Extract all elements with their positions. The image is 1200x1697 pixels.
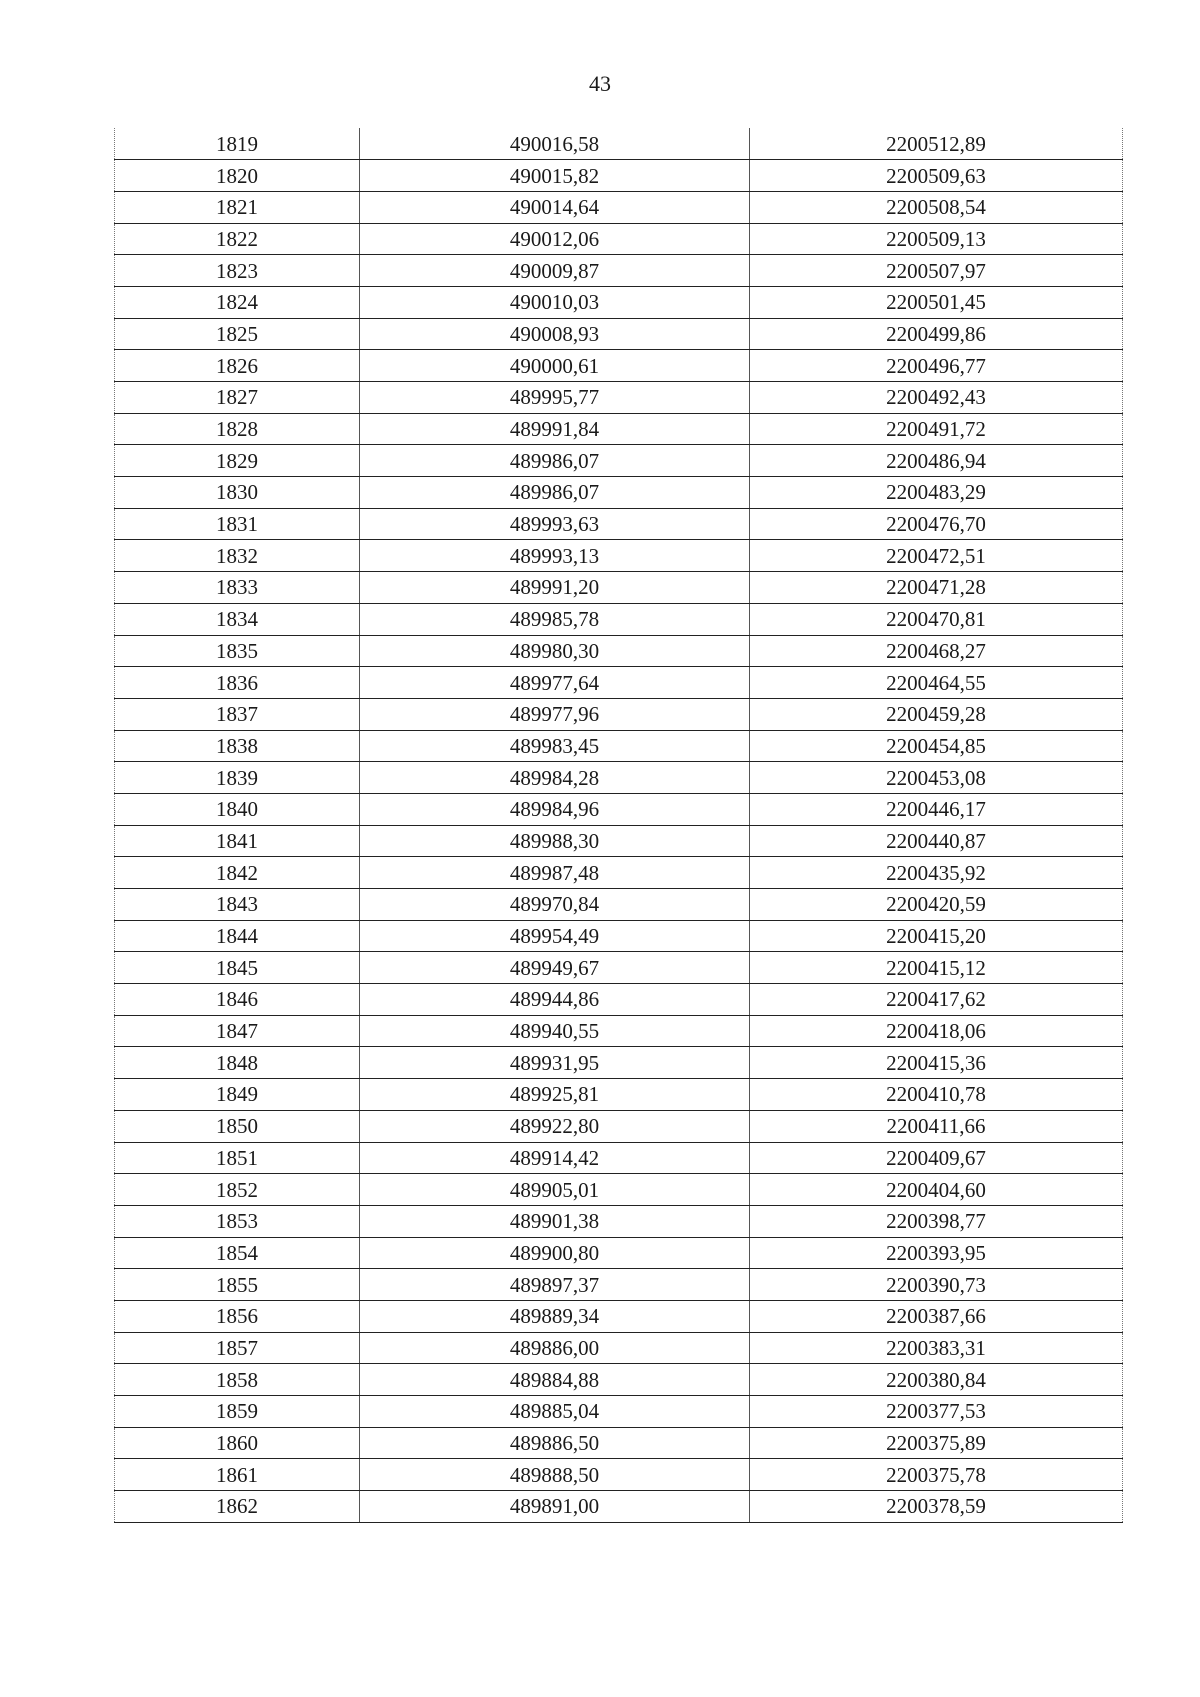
point-number-cell: 1849 — [115, 1079, 360, 1111]
y-coordinate-cell: 2200380,84 — [750, 1364, 1123, 1396]
y-coordinate-cell: 2200483,29 — [750, 477, 1123, 509]
y-coordinate-cell: 2200415,20 — [750, 920, 1123, 952]
point-number-cell: 1858 — [115, 1364, 360, 1396]
point-number-cell: 1848 — [115, 1047, 360, 1079]
point-number-cell: 1854 — [115, 1237, 360, 1269]
point-number-cell: 1836 — [115, 667, 360, 699]
x-coordinate-cell: 489970,84 — [360, 889, 750, 921]
table-row — [115, 1110, 1123, 1142]
x-coordinate-cell: 489988,30 — [360, 825, 750, 857]
table-row — [115, 1300, 1123, 1332]
x-coordinate-cell: 489925,81 — [360, 1079, 750, 1111]
table-row — [115, 667, 1123, 699]
point-number-cell: 1819 — [115, 128, 360, 160]
y-coordinate-cell: 2200492,43 — [750, 382, 1123, 414]
table-row — [115, 318, 1123, 350]
x-coordinate-cell: 489991,20 — [360, 572, 750, 604]
x-coordinate-cell: 489897,37 — [360, 1269, 750, 1301]
x-coordinate-cell: 490012,06 — [360, 223, 750, 255]
table-row — [115, 572, 1123, 604]
y-coordinate-cell: 2200440,87 — [750, 825, 1123, 857]
x-coordinate-cell: 489993,13 — [360, 540, 750, 572]
y-coordinate-cell: 2200496,77 — [750, 350, 1123, 382]
x-coordinate-cell: 490000,61 — [360, 350, 750, 382]
x-coordinate-cell: 489931,95 — [360, 1047, 750, 1079]
x-coordinate-cell: 489901,38 — [360, 1205, 750, 1237]
y-coordinate-cell: 2200471,28 — [750, 572, 1123, 604]
point-number-cell: 1838 — [115, 730, 360, 762]
table-row — [115, 1364, 1123, 1396]
point-number-cell: 1842 — [115, 857, 360, 889]
y-coordinate-cell: 2200411,66 — [750, 1110, 1123, 1142]
x-coordinate-cell: 489977,96 — [360, 698, 750, 730]
table-row — [115, 1459, 1123, 1491]
point-number-cell: 1861 — [115, 1459, 360, 1491]
table-row — [115, 445, 1123, 477]
y-coordinate-cell: 2200420,59 — [750, 889, 1123, 921]
table-row — [115, 1047, 1123, 1079]
x-coordinate-cell: 489993,63 — [360, 508, 750, 540]
x-coordinate-cell: 489977,64 — [360, 667, 750, 699]
x-coordinate-cell: 489986,07 — [360, 445, 750, 477]
x-coordinate-cell: 489891,00 — [360, 1491, 750, 1523]
y-coordinate-cell: 2200393,95 — [750, 1237, 1123, 1269]
table-row — [115, 984, 1123, 1016]
y-coordinate-cell: 2200375,89 — [750, 1427, 1123, 1459]
x-coordinate-cell: 489995,77 — [360, 382, 750, 414]
table-row — [115, 160, 1123, 192]
table-row — [115, 1079, 1123, 1111]
point-number-cell: 1862 — [115, 1491, 360, 1523]
table-row — [115, 223, 1123, 255]
point-number-cell: 1855 — [115, 1269, 360, 1301]
x-coordinate-cell: 489986,07 — [360, 477, 750, 509]
y-coordinate-cell: 2200459,28 — [750, 698, 1123, 730]
x-coordinate-cell: 489984,96 — [360, 793, 750, 825]
table-row — [115, 350, 1123, 382]
point-number-cell: 1828 — [115, 413, 360, 445]
y-coordinate-cell: 2200410,78 — [750, 1079, 1123, 1111]
table-row — [115, 857, 1123, 889]
x-coordinate-cell: 489888,50 — [360, 1459, 750, 1491]
y-coordinate-cell: 2200398,77 — [750, 1205, 1123, 1237]
table-row — [115, 508, 1123, 540]
point-number-cell: 1840 — [115, 793, 360, 825]
table-row — [115, 255, 1123, 287]
point-number-cell: 1844 — [115, 920, 360, 952]
point-number-cell: 1826 — [115, 350, 360, 382]
table-row — [115, 128, 1123, 160]
table-row — [115, 603, 1123, 635]
y-coordinate-cell: 2200508,54 — [750, 191, 1123, 223]
table-row — [115, 1427, 1123, 1459]
point-number-cell: 1823 — [115, 255, 360, 287]
y-coordinate-cell: 2200507,97 — [750, 255, 1123, 287]
x-coordinate-cell: 490008,93 — [360, 318, 750, 350]
x-coordinate-cell: 489922,80 — [360, 1110, 750, 1142]
point-number-cell: 1851 — [115, 1142, 360, 1174]
table-row — [115, 1205, 1123, 1237]
point-number-cell: 1847 — [115, 1015, 360, 1047]
y-coordinate-cell: 2200404,60 — [750, 1174, 1123, 1206]
y-coordinate-cell: 2200418,06 — [750, 1015, 1123, 1047]
x-coordinate-cell: 489944,86 — [360, 984, 750, 1016]
y-coordinate-cell: 2200375,78 — [750, 1459, 1123, 1491]
y-coordinate-cell: 2200453,08 — [750, 762, 1123, 794]
y-coordinate-cell: 2200512,89 — [750, 128, 1123, 160]
x-coordinate-cell: 489984,28 — [360, 762, 750, 794]
y-coordinate-cell: 2200476,70 — [750, 508, 1123, 540]
table-row — [115, 1396, 1123, 1428]
point-number-cell: 1857 — [115, 1332, 360, 1364]
point-number-cell: 1853 — [115, 1205, 360, 1237]
point-number-cell: 1822 — [115, 223, 360, 255]
y-coordinate-cell: 2200377,53 — [750, 1396, 1123, 1428]
point-number-cell: 1856 — [115, 1300, 360, 1332]
point-number-cell: 1820 — [115, 160, 360, 192]
point-number-cell: 1825 — [115, 318, 360, 350]
x-coordinate-cell: 490010,03 — [360, 286, 750, 318]
table-row — [115, 952, 1123, 984]
table-row — [115, 191, 1123, 223]
table-row — [115, 382, 1123, 414]
table-row — [115, 1237, 1123, 1269]
y-coordinate-cell: 2200470,81 — [750, 603, 1123, 635]
table-row — [115, 1491, 1123, 1523]
y-coordinate-cell: 2200387,66 — [750, 1300, 1123, 1332]
y-coordinate-cell: 2200509,13 — [750, 223, 1123, 255]
x-coordinate-cell: 490016,58 — [360, 128, 750, 160]
point-number-cell: 1839 — [115, 762, 360, 794]
point-number-cell: 1841 — [115, 825, 360, 857]
point-number-cell: 1830 — [115, 477, 360, 509]
table-row — [115, 286, 1123, 318]
x-coordinate-cell: 489980,30 — [360, 635, 750, 667]
point-number-cell: 1837 — [115, 698, 360, 730]
table-row — [115, 920, 1123, 952]
x-coordinate-cell: 489886,00 — [360, 1332, 750, 1364]
table-row — [115, 825, 1123, 857]
table-row — [115, 1332, 1123, 1364]
y-coordinate-cell: 2200499,86 — [750, 318, 1123, 350]
y-coordinate-cell: 2200491,72 — [750, 413, 1123, 445]
x-coordinate-cell: 490015,82 — [360, 160, 750, 192]
point-number-cell: 1835 — [115, 635, 360, 667]
y-coordinate-cell: 2200486,94 — [750, 445, 1123, 477]
table-row — [115, 413, 1123, 445]
point-number-cell: 1829 — [115, 445, 360, 477]
coordinates-table — [114, 128, 1123, 1523]
x-coordinate-cell: 489900,80 — [360, 1237, 750, 1269]
x-coordinate-cell: 489985,78 — [360, 603, 750, 635]
y-coordinate-cell: 2200383,31 — [750, 1332, 1123, 1364]
point-number-cell: 1860 — [115, 1427, 360, 1459]
y-coordinate-cell: 2200417,62 — [750, 984, 1123, 1016]
point-number-cell: 1833 — [115, 572, 360, 604]
y-coordinate-cell: 2200378,59 — [750, 1491, 1123, 1523]
y-coordinate-cell: 2200415,12 — [750, 952, 1123, 984]
table-row — [115, 793, 1123, 825]
x-coordinate-cell: 489886,50 — [360, 1427, 750, 1459]
x-coordinate-cell: 489884,88 — [360, 1364, 750, 1396]
y-coordinate-cell: 2200501,45 — [750, 286, 1123, 318]
point-number-cell: 1850 — [115, 1110, 360, 1142]
y-coordinate-cell: 2200509,63 — [750, 160, 1123, 192]
table-row — [115, 540, 1123, 572]
table-row — [115, 889, 1123, 921]
table-row — [115, 698, 1123, 730]
x-coordinate-cell: 489940,55 — [360, 1015, 750, 1047]
point-number-cell: 1832 — [115, 540, 360, 572]
point-number-cell: 1843 — [115, 889, 360, 921]
y-coordinate-cell: 2200468,27 — [750, 635, 1123, 667]
y-coordinate-cell: 2200409,67 — [750, 1142, 1123, 1174]
table-row — [115, 1269, 1123, 1301]
x-coordinate-cell: 489991,84 — [360, 413, 750, 445]
y-coordinate-cell: 2200464,55 — [750, 667, 1123, 699]
x-coordinate-cell: 489949,67 — [360, 952, 750, 984]
table-row — [115, 1174, 1123, 1206]
point-number-cell: 1852 — [115, 1174, 360, 1206]
point-number-cell: 1827 — [115, 382, 360, 414]
table-row — [115, 1142, 1123, 1174]
point-number-cell: 1845 — [115, 952, 360, 984]
x-coordinate-cell: 489987,48 — [360, 857, 750, 889]
table-row — [115, 762, 1123, 794]
x-coordinate-cell: 489954,49 — [360, 920, 750, 952]
y-coordinate-cell: 2200446,17 — [750, 793, 1123, 825]
x-coordinate-cell: 490014,64 — [360, 191, 750, 223]
point-number-cell: 1831 — [115, 508, 360, 540]
y-coordinate-cell: 2200454,85 — [750, 730, 1123, 762]
y-coordinate-cell: 2200435,92 — [750, 857, 1123, 889]
table-row — [115, 635, 1123, 667]
x-coordinate-cell: 489889,34 — [360, 1300, 750, 1332]
point-number-cell: 1846 — [115, 984, 360, 1016]
table-row — [115, 730, 1123, 762]
x-coordinate-cell: 489983,45 — [360, 730, 750, 762]
point-number-cell: 1859 — [115, 1396, 360, 1428]
x-coordinate-cell: 489885,04 — [360, 1396, 750, 1428]
point-number-cell: 1821 — [115, 191, 360, 223]
x-coordinate-cell: 490009,87 — [360, 255, 750, 287]
table-row — [115, 477, 1123, 509]
y-coordinate-cell: 2200390,73 — [750, 1269, 1123, 1301]
x-coordinate-cell: 489914,42 — [360, 1142, 750, 1174]
table-row — [115, 1015, 1123, 1047]
x-coordinate-cell: 489905,01 — [360, 1174, 750, 1206]
y-coordinate-cell: 2200415,36 — [750, 1047, 1123, 1079]
page-number: 43 — [589, 71, 611, 96]
point-number-cell: 1824 — [115, 286, 360, 318]
y-coordinate-cell: 2200472,51 — [750, 540, 1123, 572]
coordinates-table-body — [115, 128, 1123, 1522]
point-number-cell: 1834 — [115, 603, 360, 635]
